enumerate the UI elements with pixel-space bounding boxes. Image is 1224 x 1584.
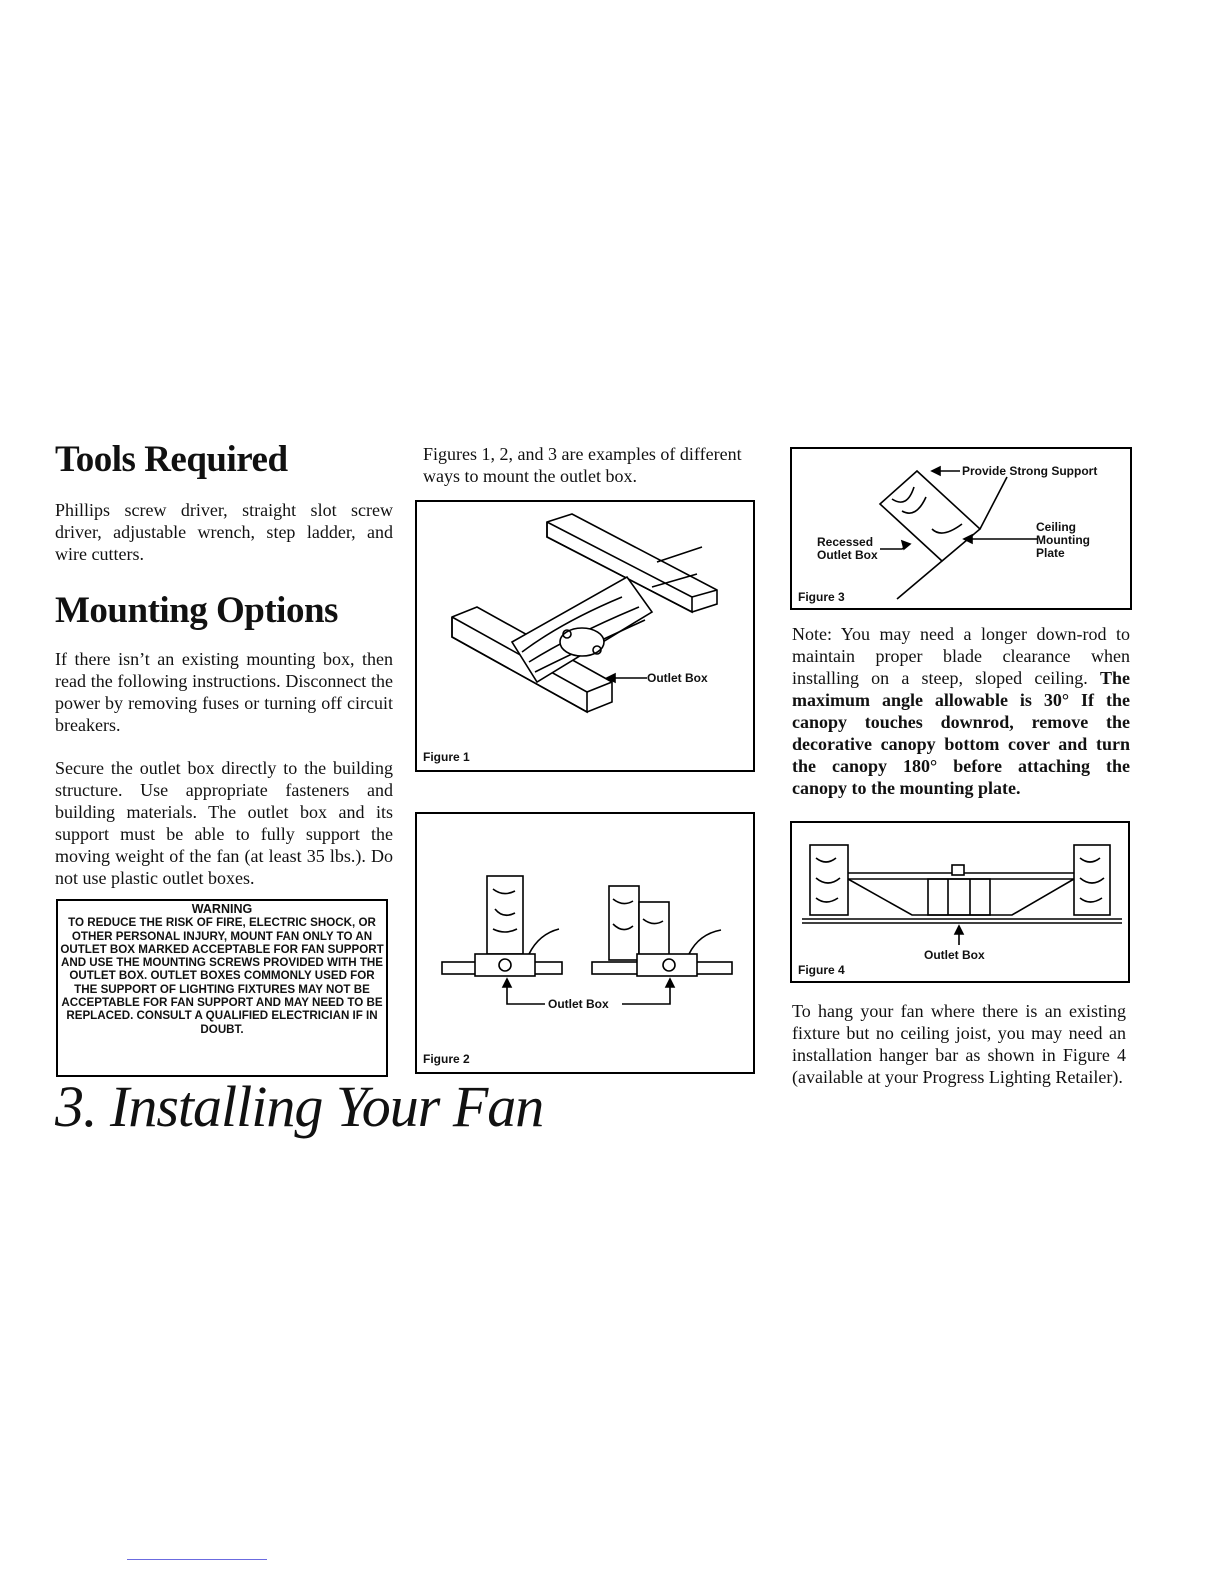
- figure-3-callout-recessed-1: Recessed: [817, 535, 874, 549]
- figure-4-callout: Outlet Box: [924, 948, 985, 962]
- mounting-paragraph-2: Secure the outlet box directly to the building structure. Use appropriate fasteners and building materials. The outlet box and its support must be able to fully support the moving weight of the fan (at least 35 lbs.). Do not use plastic outlet boxes.: [55, 758, 393, 888]
- warning-title: WARNING: [191, 902, 253, 916]
- figure-1-label: Figure 1: [423, 750, 470, 764]
- warning-box: [56, 899, 388, 1077]
- section-title: 3. Installing Your Fan: [55, 1074, 544, 1139]
- note-text: Note: You may need a longer down-rod to maintain proper blade clearance when installing on a steep, sloped ceiling.: [792, 624, 1130, 688]
- figure-3-callout-plate-2: Mounting: [1036, 533, 1090, 547]
- figure-1-frame: [415, 500, 755, 772]
- figure-2: [415, 812, 755, 1074]
- figure-1-drawing: [417, 502, 757, 774]
- note-bold-text: The maximum angle allowable is 30° If the canopy touches downrod, remove the decorative canopy bottom cover and turn the canopy 180° before attaching the canopy to the mounting plate.: [792, 668, 1130, 798]
- figure-1-callout: Outlet Box: [647, 671, 708, 685]
- mounting-paragraph-1: If there isn’t an existing mounting box, then read the following instructions. Disconnect the power by removing fuses or turning off circuit breakers.: [55, 649, 393, 735]
- figure-4: [790, 821, 1130, 983]
- note-paragraph: [792, 623, 1130, 799]
- tools-text: Phillips screw driver, straight slot screw driver, adjustable wrench, step ladder, and wire cutters.: [55, 500, 393, 564]
- figure-2-drawing: [417, 814, 757, 1076]
- footer-rule: [127, 1559, 267, 1560]
- figure-2-label: Figure 2: [423, 1052, 470, 1066]
- mounting-heading: Mounting Options: [55, 590, 338, 631]
- figure-4-label: Figure 4: [798, 963, 845, 977]
- figure-3-callout-plate-1: Ceiling: [1036, 520, 1077, 534]
- figure-3-callout-recessed-2: Outlet Box: [817, 548, 878, 562]
- figure-3-label: Figure 3: [798, 590, 845, 604]
- figure-2-callout: Outlet Box: [548, 997, 609, 1011]
- figure-3-callout-support: Provide Strong Support: [962, 464, 1098, 478]
- figure-3: [790, 447, 1132, 610]
- figure-3-callout-plate-3: Plate: [1036, 546, 1065, 560]
- hang-text: To hang your fan where there is an existing fixture but no ceiling joist, you may need an installation hanger bar as shown in Figure 4 (available at your Progress Lighting Retailer).: [792, 1001, 1126, 1087]
- figures-intro: Figures 1, 2, and 3 are examples of different ways to mount the outlet box.: [423, 444, 742, 486]
- warning-text: TO REDUCE THE RISK OF FIRE, ELECTRIC SHOCK, OR OTHER PERSONAL INJURY, MOUNT FAN ONLY TO AN OUTLET BOX MARKED ACCEPTABLE FOR FAN SUPPORT AND USE THE MOUNTING SCREWS PROVIDED WITH THE OUTLET BOX. OUTLET BOXES COMMONLY USED FOR THE SUPPORT OF LIGHTING FIXTURES MAY NOT BE ACCEPTABLE FOR FAN SUPPORT AND MAY NEED TO BE REPLACED. CONSULT A QUALIFIED ELECTRICIAN IF IN DOUBT.: [60, 916, 384, 1036]
- tools-heading: Tools Required: [55, 439, 288, 480]
